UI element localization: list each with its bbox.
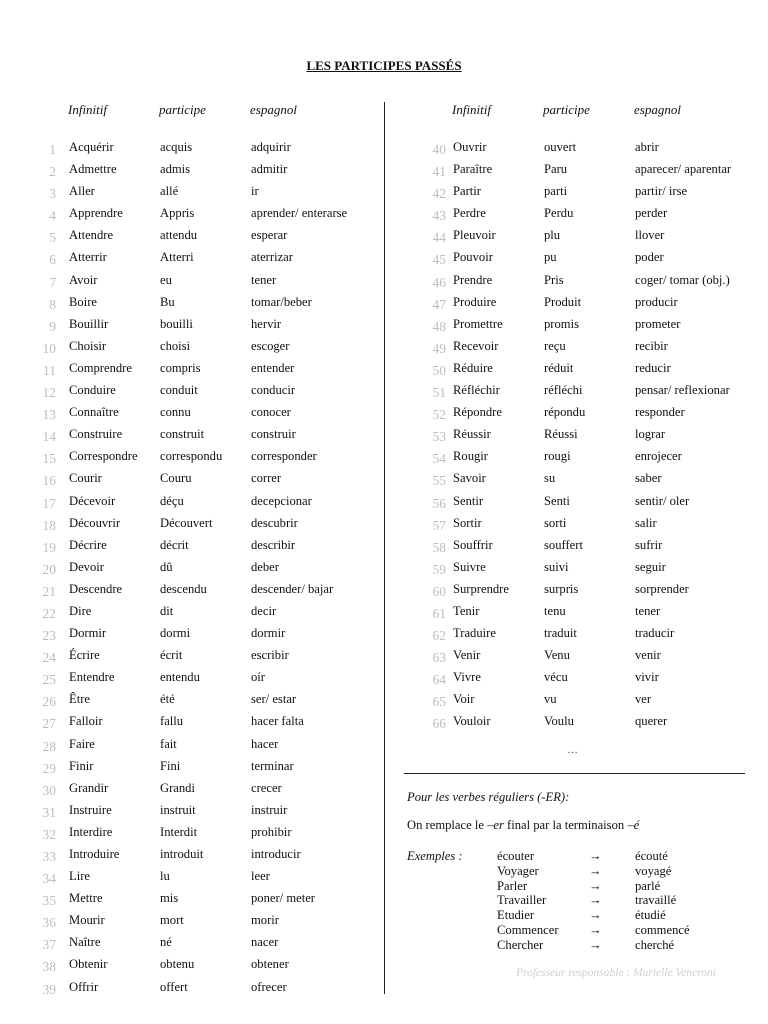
- spanish-translation: ser/ estar: [251, 692, 297, 707]
- spanish-translation: aprender/ enterarse: [251, 206, 348, 221]
- infinitive: Correspondre: [69, 449, 138, 464]
- spanish-translation: partir/ irse: [635, 184, 688, 199]
- spanish-translation: recibir: [635, 338, 668, 353]
- spanish-translation: poner/ meter: [251, 891, 315, 906]
- example-infinitive: Commencer: [497, 922, 559, 937]
- infinitive: Mourir: [69, 913, 105, 928]
- infinitive: Instruire: [69, 802, 112, 817]
- infinitive: Souffrir: [453, 537, 493, 552]
- example-participle: voyagé: [635, 863, 672, 878]
- past-participle: bouilli: [160, 316, 193, 331]
- infinitive: Devoir: [69, 559, 104, 574]
- spanish-translation: saber: [635, 471, 662, 486]
- row-number: 12: [42, 385, 56, 401]
- past-participle: instruit: [160, 802, 196, 817]
- past-participle: décrit: [160, 537, 189, 552]
- past-participle: traduit: [544, 626, 577, 641]
- row-number: 38: [42, 959, 56, 975]
- past-participle: dit: [160, 603, 174, 618]
- arrow-icon: →: [589, 893, 602, 908]
- past-participle: vécu: [544, 670, 568, 685]
- example-infinitive: Parler: [497, 878, 528, 893]
- past-participle: fallu: [160, 714, 184, 729]
- spanish-translation: conocer: [251, 405, 291, 420]
- past-participle: mis: [160, 891, 179, 906]
- row-number: 24: [42, 650, 56, 666]
- past-participle: Pris: [544, 272, 564, 287]
- row-number: 45: [432, 252, 446, 268]
- row-number: 54: [432, 451, 446, 467]
- row-number: 15: [42, 451, 56, 467]
- column-divider: [384, 102, 385, 994]
- infinitive: Faire: [69, 736, 95, 751]
- spanish-translation: perder: [635, 206, 668, 221]
- past-participle: Appris: [160, 206, 195, 221]
- row-number: 25: [42, 672, 56, 688]
- row-number: 17: [42, 495, 56, 511]
- spanish-translation: instruir: [251, 802, 288, 817]
- past-participle: Grandi: [160, 780, 195, 795]
- infinitive: Obtenir: [69, 957, 108, 972]
- spanish-translation: sentir/ oler: [635, 493, 690, 508]
- row-number: 28: [42, 738, 56, 754]
- past-participle: introduit: [160, 847, 204, 861]
- infinitive: Atterrir: [69, 250, 107, 265]
- infinitive: Ouvrir: [453, 140, 487, 154]
- past-participle: sorti: [544, 515, 567, 530]
- row-number: 5: [49, 230, 56, 246]
- spanish-translation: pensar/ reflexionar: [635, 383, 730, 398]
- row-number: 35: [42, 893, 56, 909]
- infinitive: Choisir: [69, 338, 107, 353]
- infinitive: Acquérir: [69, 140, 114, 154]
- infinitive: Sortir: [453, 515, 482, 530]
- spanish-translation: vivir: [635, 670, 659, 685]
- row-number: 34: [42, 871, 56, 887]
- example-participle: écouté: [635, 849, 668, 863]
- infinitive: Finir: [69, 758, 94, 773]
- past-participle: Perdu: [544, 206, 574, 221]
- spanish-translation: ofrecer: [251, 979, 287, 994]
- row-number: 18: [42, 517, 56, 533]
- example-participle: cherché: [635, 937, 675, 952]
- row-number: 7: [49, 274, 56, 290]
- infinitive: Apprendre: [69, 206, 123, 221]
- row-number: 19: [42, 539, 56, 555]
- infinitive: Dormir: [69, 626, 107, 641]
- row-number: 31: [42, 804, 56, 820]
- past-participle: connu: [160, 405, 191, 420]
- row-number: 66: [432, 716, 446, 732]
- spanish-translation: traducir: [635, 626, 675, 641]
- example-infinitive: Voyager: [497, 863, 539, 878]
- row-number: 65: [432, 694, 446, 710]
- row-number: 11: [43, 362, 56, 378]
- past-participle: Voulu: [544, 714, 574, 729]
- past-participle: parti: [544, 184, 568, 199]
- header-infinitif-left: Infinitif: [68, 102, 107, 117]
- infinitive: Voir: [453, 692, 475, 707]
- row-number: 37: [42, 937, 56, 953]
- spanish-translation: coger/ tomar (obj.): [635, 272, 730, 287]
- row-number: 20: [42, 561, 56, 577]
- example-infinitive: Travailler: [497, 893, 547, 908]
- infinitive: Sentir: [453, 493, 484, 508]
- past-participle: correspondu: [160, 449, 223, 464]
- row-number: 6: [49, 252, 56, 268]
- infinitive: Conduire: [69, 383, 116, 398]
- spanish-translation: escribir: [251, 648, 289, 663]
- past-participle: reçu: [544, 338, 566, 353]
- infinitive: Surprendre: [453, 581, 509, 596]
- spanish-translation: obtener: [251, 957, 289, 972]
- infinitive: Courir: [69, 471, 102, 486]
- infinitive: Construire: [69, 427, 123, 442]
- past-participle: né: [160, 935, 172, 950]
- past-participle: été: [160, 692, 175, 707]
- infinitive: Introduire: [69, 847, 120, 861]
- row-number: 51: [432, 385, 446, 401]
- arrow-icon: →: [589, 937, 602, 952]
- row-number: 48: [432, 318, 446, 334]
- infinitive: Boire: [69, 294, 97, 309]
- spanish-translation: sufrir: [635, 537, 663, 552]
- spanish-translation: decir: [251, 603, 277, 618]
- row-number: 40: [432, 142, 446, 157]
- past-participle: lu: [160, 869, 170, 884]
- infinitive: Répondre: [453, 405, 502, 420]
- spanish-translation: entender: [251, 360, 295, 375]
- past-participle: suivi: [544, 559, 569, 574]
- spanish-translation: descender/ bajar: [251, 581, 334, 596]
- infinitive: Réduire: [453, 360, 493, 375]
- spanish-translation: deber: [251, 559, 279, 574]
- row-number: 8: [49, 296, 56, 312]
- row-number: 1: [49, 142, 56, 157]
- spanish-translation: construir: [251, 427, 296, 442]
- infinitive: Pleuvoir: [453, 228, 496, 243]
- past-participle: ouvert: [544, 140, 577, 154]
- infinitive: Connaître: [69, 405, 119, 420]
- arrow-icon: →: [589, 863, 602, 878]
- spanish-translation: tener: [251, 272, 277, 287]
- row-number: 58: [432, 539, 446, 555]
- row-number: 13: [42, 407, 56, 423]
- infinitive: Falloir: [69, 714, 103, 729]
- past-participle: admis: [160, 162, 191, 177]
- infinitive: Avoir: [69, 272, 98, 287]
- past-participle: vu: [544, 692, 557, 707]
- past-participle: fait: [160, 736, 177, 751]
- ellipsis: …: [567, 744, 578, 756]
- spanish-translation: poder: [635, 250, 664, 265]
- past-participle: su: [544, 471, 556, 486]
- past-participle: Couru: [160, 471, 192, 486]
- past-participle: dû: [160, 559, 173, 574]
- spanish-translation: admitir: [251, 162, 288, 177]
- spanish-translation: abrir: [635, 140, 659, 154]
- spanish-translation: hacer: [251, 736, 279, 751]
- past-participle: répondu: [544, 405, 586, 420]
- past-participle: offert: [160, 979, 188, 994]
- regular-verbs-heading: Pour les verbes réguliers (-ER):: [407, 790, 570, 804]
- infinitive: Naître: [69, 935, 101, 950]
- row-number: 33: [42, 849, 56, 864]
- row-number: 21: [42, 583, 56, 599]
- header-infinitif-right: Infinitif: [452, 102, 491, 117]
- example-infinitive: Chercher: [497, 937, 544, 952]
- footer-teacher: Professeur responsable : Murielle Veneroni: [516, 967, 716, 979]
- row-number: 55: [432, 473, 446, 489]
- past-participle: Interdit: [160, 824, 198, 839]
- spanish-translation: ver: [635, 692, 652, 707]
- past-participle: Paru: [544, 162, 568, 177]
- past-participle: plu: [544, 228, 561, 243]
- row-number: 16: [42, 473, 56, 489]
- spanish-translation: ir: [251, 184, 259, 199]
- spanish-translation: escoger: [251, 338, 290, 353]
- spanish-translation: seguir: [635, 559, 666, 574]
- arrow-icon: →: [589, 922, 602, 937]
- past-participle: descendu: [160, 581, 207, 596]
- infinitive: Comprendre: [69, 360, 132, 375]
- infinitive: Prendre: [453, 272, 493, 287]
- spanish-translation: responder: [635, 405, 685, 420]
- infinitive: Tenir: [453, 603, 480, 618]
- infinitive: Être: [69, 692, 90, 707]
- infinitive: Mettre: [69, 891, 103, 906]
- past-participle: promis: [544, 316, 579, 331]
- infinitive: Vouloir: [453, 714, 491, 729]
- spanish-translation: tener: [635, 603, 661, 618]
- spanish-translation: hacer falta: [251, 714, 304, 729]
- infinitive: Savoir: [453, 471, 486, 486]
- row-number: 60: [432, 583, 446, 599]
- row-number: 64: [432, 672, 446, 688]
- row-number: 30: [42, 782, 56, 798]
- past-participle: réfléchi: [544, 383, 583, 398]
- infinitive: Découvrir: [69, 515, 121, 530]
- example-participle: étudié: [635, 908, 666, 923]
- arrow-icon: →: [589, 908, 602, 923]
- infinitive: Offrir: [69, 979, 99, 994]
- infinitive: Interdire: [69, 824, 113, 839]
- row-number: 9: [49, 318, 56, 334]
- row-number: 29: [42, 760, 56, 776]
- spanish-translation: reducir: [635, 360, 671, 375]
- row-number: 10: [42, 340, 56, 356]
- infinitive: Dire: [69, 603, 92, 618]
- spanish-translation: producir: [635, 294, 678, 309]
- infinitive: Paraître: [453, 162, 493, 177]
- past-participle: tenu: [544, 603, 566, 618]
- infinitive: Grandir: [69, 780, 109, 795]
- spanish-translation: tomar/beber: [251, 294, 312, 309]
- infinitive: Venir: [453, 648, 481, 663]
- past-participle: souffert: [544, 537, 583, 552]
- spanish-translation: nacer: [251, 935, 279, 950]
- infinitive: Réussir: [453, 427, 491, 442]
- past-participle: acquis: [160, 140, 193, 154]
- past-participle: entendu: [160, 670, 200, 685]
- spanish-translation: leer: [251, 869, 270, 884]
- row-number: 59: [432, 561, 446, 577]
- past-participle: réduit: [544, 360, 574, 375]
- infinitive: Traduire: [453, 626, 496, 641]
- past-participle: Fini: [160, 758, 181, 773]
- row-number: 56: [432, 495, 446, 511]
- row-number: 44: [432, 230, 446, 246]
- row-number: 4: [49, 208, 56, 224]
- spanish-translation: hervir: [251, 316, 282, 331]
- spanish-translation: dormir: [251, 626, 286, 641]
- header-espagnol-left: espagnol: [250, 102, 297, 117]
- row-number: 41: [432, 164, 446, 180]
- infinitive: Bouillir: [69, 316, 109, 331]
- past-participle: choisi: [160, 338, 191, 353]
- regular-verbs-rule: On remplace le –er final par la terminaison –é: [407, 818, 640, 832]
- spanish-translation: aparecer/ aparentar: [635, 162, 732, 177]
- infinitive: Perdre: [453, 206, 486, 221]
- row-number: 57: [432, 517, 446, 533]
- past-participle: Senti: [544, 493, 570, 508]
- past-participle: attendu: [160, 228, 198, 243]
- spanish-translation: oír: [251, 670, 265, 685]
- row-number: 46: [432, 274, 446, 290]
- past-participle: compris: [160, 360, 201, 375]
- spanish-translation: venir: [635, 648, 661, 663]
- infinitive: Pouvoir: [453, 250, 493, 265]
- past-participle: construit: [160, 427, 205, 442]
- infinitive: Promettre: [453, 316, 503, 331]
- infinitive: Décevoir: [69, 493, 116, 508]
- row-number: 32: [42, 826, 56, 842]
- past-participle: allé: [160, 184, 179, 199]
- past-participle: Découvert: [160, 515, 213, 530]
- past-participle: mort: [160, 913, 184, 928]
- spanish-translation: crecer: [251, 780, 282, 795]
- row-number: 3: [49, 186, 56, 202]
- row-number: 14: [42, 429, 56, 445]
- spanish-translation: correr: [251, 471, 282, 486]
- row-number: 53: [432, 429, 446, 445]
- infinitive: Partir: [453, 184, 481, 199]
- spanish-translation: adquirir: [251, 140, 291, 154]
- example-participle: commencé: [635, 922, 690, 937]
- example-infinitive: écouter: [497, 849, 535, 863]
- row-number: 23: [42, 628, 56, 644]
- example-participle: travaillé: [635, 893, 677, 908]
- header-espagnol-right: espagnol: [634, 102, 681, 117]
- spanish-translation: llover: [635, 228, 665, 243]
- past-participle: déçu: [160, 493, 184, 508]
- past-participle: rougi: [544, 449, 571, 464]
- spanish-translation: conducir: [251, 383, 296, 398]
- past-participle: Bu: [160, 294, 175, 309]
- infinitive: Décrire: [69, 537, 107, 552]
- row-number: 2: [49, 164, 56, 180]
- row-number: 27: [42, 716, 56, 732]
- infinitive: Vivre: [453, 670, 481, 685]
- spanish-translation: prometer: [635, 316, 681, 331]
- spanish-translation: querer: [635, 714, 668, 729]
- arrow-icon: →: [589, 849, 602, 863]
- infinitive: Produire: [453, 294, 497, 309]
- spanish-translation: introducir: [251, 847, 301, 861]
- past-participle: écrit: [160, 648, 183, 663]
- infinitive: Réfléchir: [453, 383, 500, 398]
- infinitive: Recevoir: [453, 338, 499, 353]
- examples-label: Exemples :: [407, 849, 463, 863]
- past-participle: pu: [544, 250, 557, 265]
- spanish-translation: enrojecer: [635, 449, 682, 464]
- past-participle: surpris: [544, 581, 579, 596]
- example-infinitive: Etudier: [497, 908, 535, 923]
- past-participle: dormi: [160, 626, 191, 641]
- infinitive: Écrire: [69, 648, 100, 663]
- header-participe-right: participe: [543, 102, 590, 117]
- infinitive: Descendre: [69, 581, 123, 596]
- row-number: 49: [432, 340, 446, 356]
- row-number: 22: [42, 605, 56, 621]
- spanish-translation: sorprender: [635, 581, 689, 596]
- infinitive: Attendre: [69, 228, 114, 243]
- example-participle: parlé: [635, 878, 661, 893]
- past-participle: Produit: [544, 294, 582, 309]
- past-participle: Atterri: [160, 250, 194, 265]
- past-participle: conduit: [160, 383, 198, 398]
- spanish-translation: corresponder: [251, 449, 317, 464]
- spanish-translation: descubrir: [251, 515, 298, 530]
- spanish-translation: decepcionar: [251, 493, 312, 508]
- spanish-translation: lograr: [635, 427, 666, 442]
- row-number: 39: [42, 981, 56, 997]
- infinitive: Admettre: [69, 162, 117, 177]
- row-number: 26: [42, 694, 56, 710]
- infinitive: Suivre: [453, 559, 486, 574]
- spanish-translation: salir: [635, 515, 657, 530]
- section-divider: [404, 773, 745, 774]
- past-participle: eu: [160, 272, 172, 287]
- arrow-icon: →: [589, 878, 602, 893]
- past-participle: Venu: [544, 648, 570, 663]
- spanish-translation: esperar: [251, 228, 288, 243]
- past-participle: Réussi: [544, 427, 578, 442]
- row-number: 47: [432, 296, 446, 312]
- page-title: LES PARTICIPES PASSÉS: [306, 58, 462, 73]
- spanish-translation: morir: [251, 913, 279, 928]
- infinitive: Entendre: [69, 670, 115, 685]
- infinitive: Rougir: [453, 449, 488, 464]
- row-number: 36: [42, 915, 56, 931]
- past-participle: obtenu: [160, 957, 195, 972]
- spanish-translation: describir: [251, 537, 296, 552]
- row-number: 43: [432, 208, 446, 224]
- row-number: 62: [432, 628, 446, 644]
- row-number: 63: [432, 650, 446, 666]
- row-number: 42: [432, 186, 446, 202]
- spanish-translation: aterrizar: [251, 250, 293, 265]
- spanish-translation: terminar: [251, 758, 294, 773]
- row-number: 61: [432, 605, 446, 621]
- infinitive: Aller: [69, 184, 95, 199]
- row-number: 52: [432, 407, 446, 423]
- header-participe-left: participe: [159, 102, 206, 117]
- spanish-translation: prohibir: [251, 824, 292, 839]
- row-number: 50: [432, 362, 446, 378]
- infinitive: Lire: [69, 869, 90, 884]
